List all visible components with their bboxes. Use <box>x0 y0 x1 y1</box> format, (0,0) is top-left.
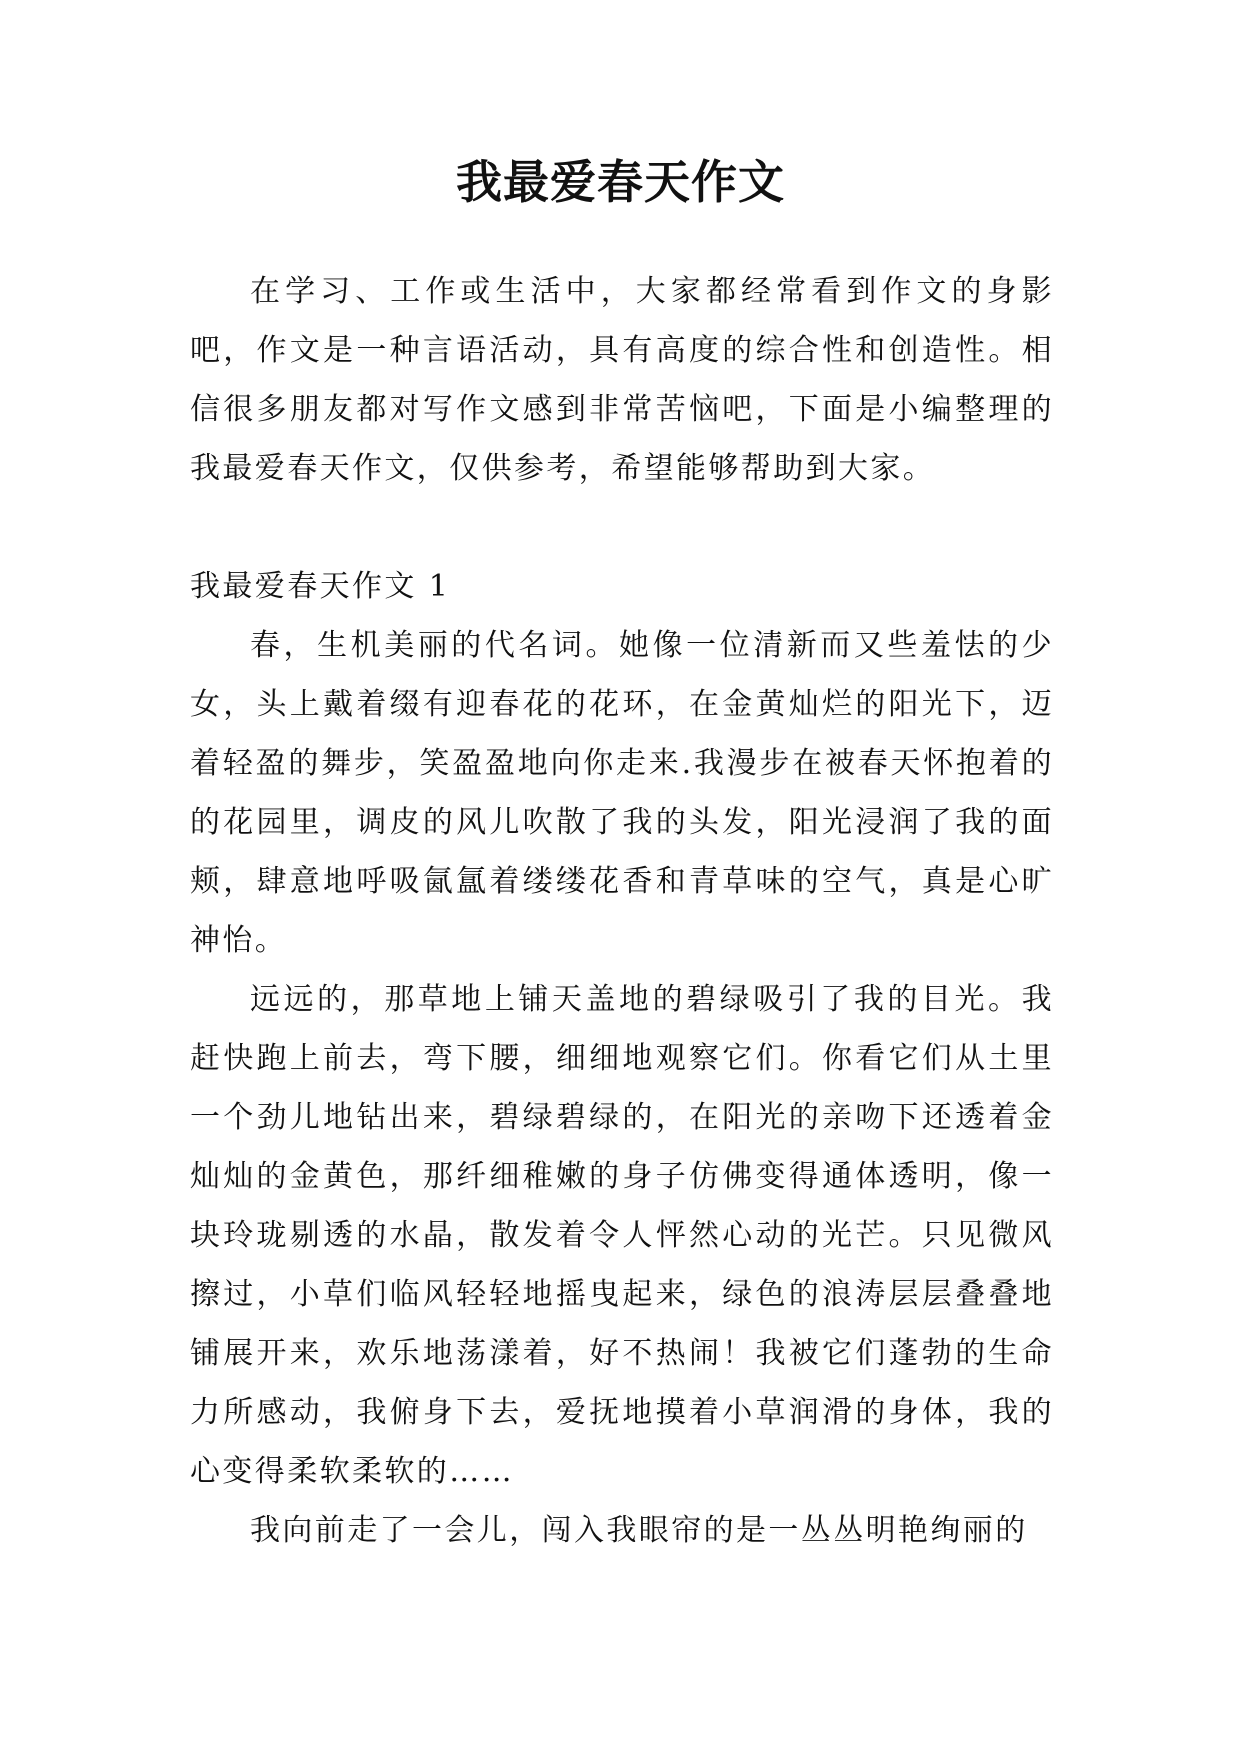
document-body <box>190 262 1054 1560</box>
body-paragraph-2: 远远的，那草地上铺天盖地的碧绿吸引了我的目光。我赶快跑上前去，弯下腰，细细地观察它们。你看它们从土里一个劲儿地钻出来，碧绿碧绿的，在阳光的亲吻下还透着金灿灿的金黄色，那纤细稚嫩的身子仿佛变得通体透明，像一块玲珑剔透的水晶，散发着令人怦然心动的光芒。只见微风擦过，小草们临风轻轻地摇曳起来，绿色的浪涛层层叠叠地铺展开来，欢乐地荡漾着，好不热闹！我被它们蓬勃的生命力所感动，我俯身下去，爱抚地摸着小草润滑的身体，我的心变得柔软柔软的…… <box>190 982 1054 1489</box>
body-paragraph-1: 春，生机美丽的代名词。她像一位清新而又些羞怯的少女，头上戴着缀有迎春花的花环，在金黄灿烂的阳光下，迈着轻盈的舞步，笑盈盈地向你走来.我漫步在被春天怀抱着的的花园里，调皮的风儿吹散了我的头发，阳光浸润了我的面颊，肆意地呼吸氤氲着缕缕花香和青草味的空气，真是心旷神怡。 <box>190 628 1054 958</box>
section-heading: 我最爱春天作文 1 <box>190 569 451 604</box>
paragraph-spacer <box>190 498 1054 557</box>
intro-paragraph: 在学习、工作或生活中，大家都经常看到作文的身影吧，作文是一种言语活动，具有高度的综合性和创造性。相信很多朋友都对写作文感到非常苦恼吧，下面是小编整理的我最爱春天作文，仅供参考，希望能够帮助到大家。 <box>190 274 1054 486</box>
body-paragraph-3: 我向前走了一会儿，闯入我眼帘的是一丛丛明艳绚丽的 <box>250 1513 1028 1548</box>
document-title: 我最爱春天作文 <box>456 155 785 209</box>
